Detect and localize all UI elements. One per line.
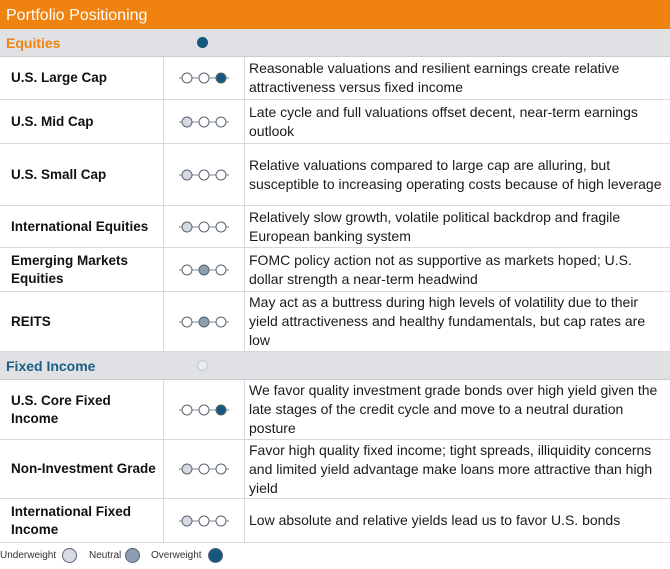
row-description: FOMC policy action not as supportive as markets hoped; U.S. dollar strength a near-term headwind <box>249 251 632 287</box>
indicator-dot-overweight <box>216 317 226 327</box>
row-name: U.S. Core Fixed Income <box>11 392 111 426</box>
table-row <box>0 380 670 440</box>
indicator-dot-underweight <box>182 405 192 415</box>
indicator-dot-underweight <box>182 73 192 83</box>
row-name: Non-Investment Grade <box>11 461 156 476</box>
indicator-dot-neutral <box>199 117 209 127</box>
table-row <box>0 440 670 499</box>
indicator-dot-underweight <box>182 222 192 232</box>
position-indicator <box>178 514 230 528</box>
indicator-dot-neutral <box>199 516 209 526</box>
indicator-dot-overweight <box>216 405 226 415</box>
legend-neutral-label: Neutral <box>89 550 122 561</box>
page-title-bar <box>0 0 670 29</box>
row-indicator <box>163 144 245 205</box>
table-row <box>0 144 670 206</box>
position-indicator <box>178 263 230 277</box>
position-indicator <box>178 315 230 329</box>
position-indicator <box>178 220 230 234</box>
table-row <box>0 292 670 352</box>
row-name: Emerging Markets Equities <box>11 252 129 286</box>
table-row <box>0 499 670 543</box>
row-name: U.S. Large Cap <box>11 70 108 85</box>
row-name: International Equities <box>11 218 149 234</box>
legend-neutral-dot <box>125 548 140 563</box>
row-name: U.S. Mid Cap <box>11 113 94 129</box>
row-indicator <box>163 57 245 99</box>
indicator-dot-overweight <box>216 265 226 275</box>
position-indicator <box>178 403 230 417</box>
table-row <box>0 57 670 100</box>
section-position-dot <box>197 37 208 48</box>
indicator-dot-neutral <box>199 170 209 180</box>
indicator-dot-overweight <box>216 222 226 232</box>
indicator-dot-overweight <box>216 516 226 526</box>
indicator-dot-overweight <box>216 170 226 180</box>
position-indicator <box>178 168 230 182</box>
row-indicator <box>163 248 245 291</box>
page-title: Portfolio Positioning <box>6 7 148 24</box>
legend-overweight-label: Overweight <box>151 550 202 561</box>
table-row <box>0 206 670 248</box>
row-description: Relatively slow growth, volatile political backdrop and fragile European banking system <box>249 208 621 244</box>
indicator-dot-overweight <box>216 117 226 127</box>
row-name: International Fixed Income <box>11 503 132 537</box>
indicator-dot-overweight <box>216 73 226 83</box>
position-indicator <box>178 462 230 476</box>
indicator-dot-neutral <box>199 317 209 327</box>
section-header <box>0 29 670 57</box>
indicator-dot-neutral <box>199 73 209 83</box>
indicator-dot-underweight <box>182 317 192 327</box>
indicator-dot-neutral <box>199 265 209 275</box>
row-description: Relative valuations compared to large cap are alluring, but susceptible to increasing operating costs because of high leverage <box>249 156 662 192</box>
row-description: Favor high quality fixed income; tight spreads, illiquidity concerns and limited yield advantage make loans more attractive than high yield <box>249 441 653 496</box>
row-name: REITS <box>11 313 51 329</box>
position-indicator <box>178 71 230 85</box>
indicator-dot-underweight <box>182 170 192 180</box>
position-indicator <box>178 115 230 129</box>
indicator-dot-overweight <box>216 464 226 474</box>
row-indicator <box>163 499 245 542</box>
row-description: May act as a buttress during high levels of volatility due to their yield attractiveness and healthy fundamentals, but cap rates are low <box>249 294 646 348</box>
table-row <box>0 100 670 144</box>
indicator-dot-neutral <box>199 464 209 474</box>
indicator-dot-underweight <box>182 464 192 474</box>
indicator-dot-neutral <box>199 405 209 415</box>
legend <box>0 543 670 569</box>
row-indicator <box>163 100 245 143</box>
row-description: Low absolute and relative yields lead us to favor U.S. bonds <box>249 512 621 528</box>
row-indicator <box>163 292 245 351</box>
section-header <box>0 352 670 380</box>
section-title: Equities <box>6 35 61 51</box>
legend-underweight-dot <box>62 548 77 563</box>
row-indicator <box>163 380 245 439</box>
row-indicator <box>163 440 245 498</box>
indicator-dot-neutral <box>199 222 209 232</box>
table-row <box>0 248 670 292</box>
indicator-dot-underweight <box>182 265 192 275</box>
row-description: Reasonable valuations and resilient earnings create relative attractiveness versus fixed income <box>249 60 620 95</box>
indicator-dot-underweight <box>182 117 192 127</box>
row-description: Late cycle and full valuations offset decent, near-term earnings outlook <box>249 103 638 139</box>
legend-overweight-dot <box>208 548 223 563</box>
legend-underweight-label: Underweight <box>0 550 57 561</box>
indicator-dot-underweight <box>182 516 192 526</box>
section-title: Fixed Income <box>6 358 96 374</box>
row-name: U.S. Small Cap <box>11 166 107 182</box>
section-position-dot <box>197 360 208 371</box>
row-description: We favor quality investment grade bonds over high yield given the late stages of the credit cycle and move to a neutral duration posture <box>249 382 658 436</box>
row-indicator <box>163 206 245 247</box>
